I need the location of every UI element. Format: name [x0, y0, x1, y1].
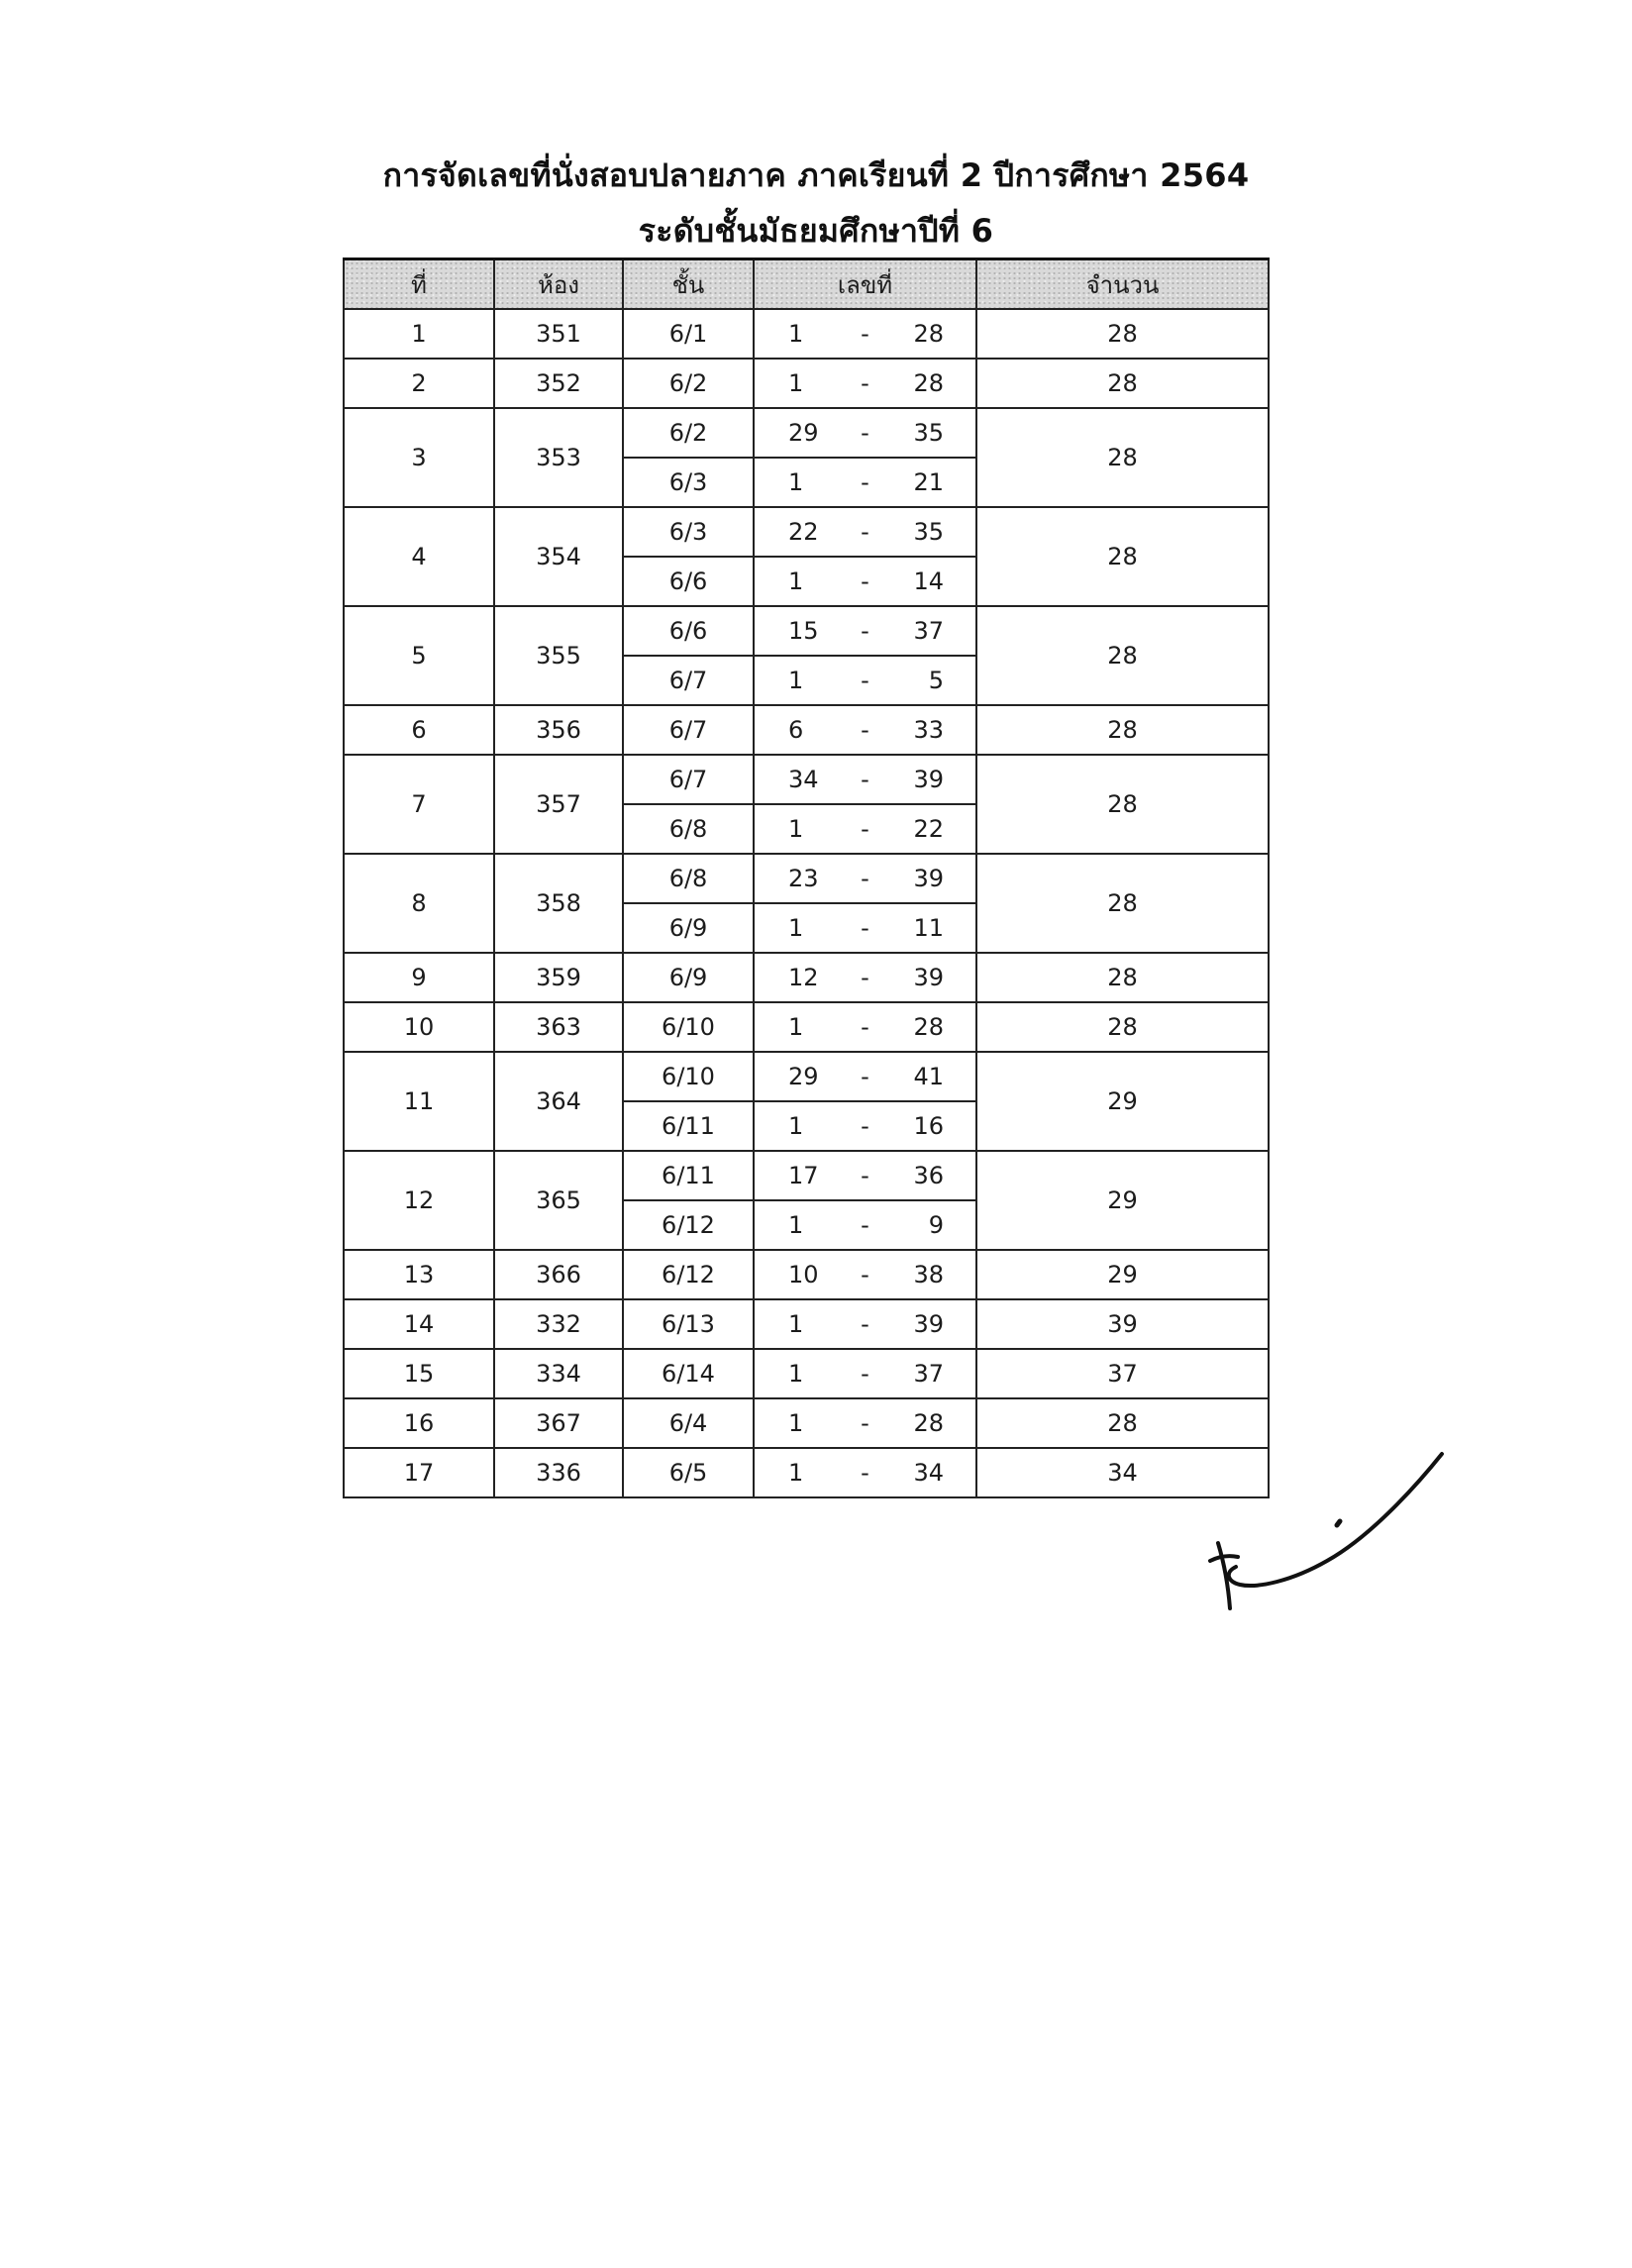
count-cell: 29	[976, 1151, 1269, 1250]
header-no: ที่	[344, 259, 494, 310]
seat-to: 28	[913, 320, 944, 348]
seat-to: 37	[913, 617, 944, 645]
seat-range	[755, 409, 975, 457]
seat-range-cell	[754, 1200, 976, 1250]
count-cell: 28	[976, 755, 1269, 854]
class-cell: 6/3	[623, 507, 754, 557]
seat-dash: -	[861, 964, 869, 991]
seat-range	[755, 1201, 975, 1249]
class-cell: 6/14	[623, 1349, 754, 1398]
class-cell: 6/3	[623, 458, 754, 507]
seat-from: 1	[788, 1409, 804, 1437]
seat-from: 1	[788, 468, 804, 496]
seating-table	[343, 258, 1270, 1498]
seat-to: 34	[913, 1459, 944, 1487]
seat-from: 12	[788, 964, 819, 991]
row-number-cell: 16	[344, 1398, 494, 1448]
count-cell: 28	[976, 705, 1269, 755]
row-number-cell: 12	[344, 1151, 494, 1250]
seat-range-cell	[754, 507, 976, 557]
room-cell: 352	[494, 359, 623, 408]
seat-range	[755, 1300, 975, 1348]
header-seat-numbers: เลขที่	[754, 259, 976, 310]
row-number-cell: 11	[344, 1052, 494, 1151]
seat-to: 5	[928, 667, 944, 694]
seat-dash: -	[861, 1063, 869, 1090]
seat-to: 28	[913, 1013, 944, 1041]
class-cell: 6/10	[623, 1052, 754, 1101]
class-cell: 6/11	[623, 1101, 754, 1151]
seat-dash: -	[861, 369, 869, 397]
seat-range-cell	[754, 1052, 976, 1101]
class-cell: 6/5	[623, 1448, 754, 1497]
table-row	[344, 1299, 1269, 1349]
row-number-cell: 15	[344, 1349, 494, 1398]
seat-range-cell	[754, 1151, 976, 1200]
row-number-cell: 6	[344, 705, 494, 755]
room-cell: 357	[494, 755, 623, 854]
seat-range-cell	[754, 1002, 976, 1052]
seat-dash: -	[861, 1211, 869, 1239]
seat-range	[755, 607, 975, 655]
table-row	[344, 1448, 1269, 1497]
table-header-row	[344, 259, 1269, 310]
seat-from: 1	[788, 815, 804, 843]
seat-range	[755, 805, 975, 853]
seat-range	[755, 904, 975, 952]
seat-from: 1	[788, 667, 804, 694]
room-cell: 359	[494, 953, 623, 1002]
room-cell: 354	[494, 507, 623, 606]
room-cell: 365	[494, 1151, 623, 1250]
seat-to: 14	[913, 567, 944, 595]
seat-dash: -	[861, 1459, 869, 1487]
seat-to: 28	[913, 1409, 944, 1437]
class-cell: 6/8	[623, 804, 754, 854]
seat-range-cell	[754, 408, 976, 458]
table-row	[344, 854, 1269, 903]
seat-dash: -	[861, 419, 869, 447]
seat-from: 1	[788, 1112, 804, 1140]
room-cell: 364	[494, 1052, 623, 1151]
seat-range	[755, 1152, 975, 1199]
table-row	[344, 1398, 1269, 1448]
seat-to: 35	[913, 518, 944, 546]
header-class: ชั้น	[623, 259, 754, 310]
seat-dash: -	[861, 567, 869, 595]
seat-range-cell	[754, 656, 976, 705]
seat-dash: -	[861, 617, 869, 645]
seat-from: 10	[788, 1261, 819, 1289]
seat-from: 1	[788, 1310, 804, 1338]
seat-dash: -	[861, 1409, 869, 1437]
count-cell: 28	[976, 309, 1269, 359]
seat-dash: -	[861, 865, 869, 892]
seat-dash: -	[861, 914, 869, 942]
row-number-cell: 5	[344, 606, 494, 705]
room-cell: 355	[494, 606, 623, 705]
count-cell: 28	[976, 1002, 1269, 1052]
seat-to: 35	[913, 419, 944, 447]
header-count: จำนวน	[976, 259, 1269, 310]
seat-to: 37	[913, 1360, 944, 1388]
seat-dash: -	[861, 1310, 869, 1338]
seat-to: 16	[913, 1112, 944, 1140]
seat-range-cell	[754, 755, 976, 804]
room-cell: 351	[494, 309, 623, 359]
class-cell: 6/4	[623, 1398, 754, 1448]
seat-from: 22	[788, 518, 819, 546]
seat-range-cell	[754, 903, 976, 953]
seat-dash: -	[861, 667, 869, 694]
row-number-cell: 3	[344, 408, 494, 507]
seat-range-cell	[754, 1398, 976, 1448]
row-number-cell: 8	[344, 854, 494, 953]
row-number-cell: 4	[344, 507, 494, 606]
seat-from: 1	[788, 567, 804, 595]
row-number-cell: 1	[344, 309, 494, 359]
class-cell: 6/9	[623, 903, 754, 953]
seat-dash: -	[861, 1360, 869, 1388]
class-cell: 6/2	[623, 359, 754, 408]
table-row	[344, 953, 1269, 1002]
seat-range	[755, 459, 975, 506]
table-row	[344, 705, 1269, 755]
room-cell: 358	[494, 854, 623, 953]
class-cell: 6/9	[623, 953, 754, 1002]
table-row	[344, 1250, 1269, 1299]
count-cell: 39	[976, 1299, 1269, 1349]
seat-range	[755, 1053, 975, 1100]
count-cell: 28	[976, 507, 1269, 606]
seat-from: 23	[788, 865, 819, 892]
seat-from: 1	[788, 320, 804, 348]
seat-to: 36	[913, 1162, 944, 1189]
room-cell: 366	[494, 1250, 623, 1299]
count-cell: 28	[976, 1398, 1269, 1448]
seat-range	[755, 1449, 975, 1496]
seat-from: 29	[788, 419, 819, 447]
seat-range-cell	[754, 705, 976, 755]
class-cell: 6/13	[623, 1299, 754, 1349]
seat-range	[755, 954, 975, 1001]
seat-dash: -	[861, 766, 869, 793]
room-cell: 356	[494, 705, 623, 755]
seat-dash: -	[861, 320, 869, 348]
table-row	[344, 1151, 1269, 1200]
seat-from: 1	[788, 1013, 804, 1041]
seat-dash: -	[861, 716, 869, 744]
table-row	[344, 1052, 1269, 1101]
room-cell: 353	[494, 408, 623, 507]
count-cell: 28	[976, 359, 1269, 408]
seat-range-cell	[754, 1101, 976, 1151]
seat-range	[755, 1350, 975, 1397]
table-body	[344, 309, 1269, 1497]
document-subtitle: ระดับชั้นมัธยมศึกษาปีที่ 6	[638, 212, 994, 250]
count-cell: 29	[976, 1052, 1269, 1151]
seat-from: 17	[788, 1162, 819, 1189]
count-cell: 28	[976, 854, 1269, 953]
seat-range-cell	[754, 804, 976, 854]
seat-to: 38	[913, 1261, 944, 1289]
room-cell: 363	[494, 1002, 623, 1052]
class-cell: 6/6	[623, 557, 754, 606]
seat-dash: -	[861, 468, 869, 496]
seat-range	[755, 706, 975, 754]
table-row	[344, 408, 1269, 458]
seat-to: 9	[928, 1211, 944, 1239]
row-number-cell: 7	[344, 755, 494, 854]
count-cell: 37	[976, 1349, 1269, 1398]
class-cell: 6/7	[623, 656, 754, 705]
seat-range	[755, 310, 975, 358]
seat-from: 1	[788, 369, 804, 397]
seat-range	[755, 1399, 975, 1447]
class-cell: 6/12	[623, 1250, 754, 1299]
seat-to: 21	[913, 468, 944, 496]
seat-from: 6	[788, 716, 804, 744]
seat-dash: -	[861, 1162, 869, 1189]
seat-range	[755, 657, 975, 704]
seat-dash: -	[861, 1261, 869, 1289]
row-number-cell: 17	[344, 1448, 494, 1497]
seat-from: 1	[788, 1360, 804, 1388]
seat-range-cell	[754, 309, 976, 359]
count-cell: 34	[976, 1448, 1269, 1497]
seat-to: 33	[913, 716, 944, 744]
seat-to: 22	[913, 815, 944, 843]
seat-range-cell	[754, 854, 976, 903]
row-number-cell: 9	[344, 953, 494, 1002]
header-room: ห้อง	[494, 259, 623, 310]
seat-dash: -	[861, 518, 869, 546]
seat-range	[755, 756, 975, 803]
seat-range	[755, 1251, 975, 1298]
class-cell: 6/8	[623, 854, 754, 903]
seat-to: 39	[913, 1310, 944, 1338]
seat-to: 39	[913, 766, 944, 793]
seat-range-cell	[754, 1448, 976, 1497]
class-cell: 6/12	[623, 1200, 754, 1250]
handwritten-signature-icon	[1188, 1434, 1456, 1622]
class-cell: 6/6	[623, 606, 754, 656]
room-cell: 367	[494, 1398, 623, 1448]
class-cell: 6/7	[623, 705, 754, 755]
seat-range-cell	[754, 359, 976, 408]
room-cell: 334	[494, 1349, 623, 1398]
seat-range-cell	[754, 606, 976, 656]
seat-range-cell	[754, 458, 976, 507]
seat-to: 28	[913, 369, 944, 397]
seat-dash: -	[861, 1013, 869, 1041]
seat-range	[755, 855, 975, 902]
seat-from: 15	[788, 617, 819, 645]
count-cell: 29	[976, 1250, 1269, 1299]
seat-from: 1	[788, 914, 804, 942]
room-cell: 336	[494, 1448, 623, 1497]
count-cell: 28	[976, 953, 1269, 1002]
row-number-cell: 2	[344, 359, 494, 408]
seat-range	[755, 360, 975, 407]
seat-to: 41	[913, 1063, 944, 1090]
class-cell: 6/10	[623, 1002, 754, 1052]
class-cell: 6/2	[623, 408, 754, 458]
row-number-cell: 14	[344, 1299, 494, 1349]
table-row	[344, 359, 1269, 408]
class-cell: 6/11	[623, 1151, 754, 1200]
table-row	[344, 755, 1269, 804]
seat-from: 29	[788, 1063, 819, 1090]
count-cell: 28	[976, 408, 1269, 507]
seat-to: 39	[913, 865, 944, 892]
seat-range-cell	[754, 1299, 976, 1349]
table-row	[344, 309, 1269, 359]
seat-range-cell	[754, 953, 976, 1002]
seat-from: 1	[788, 1211, 804, 1239]
seat-range	[755, 1102, 975, 1150]
seat-range	[755, 558, 975, 605]
seat-to: 39	[913, 964, 944, 991]
row-number-cell: 13	[344, 1250, 494, 1299]
seat-from: 34	[788, 766, 819, 793]
table-row	[344, 606, 1269, 656]
count-cell: 28	[976, 606, 1269, 705]
seat-range-cell	[754, 1349, 976, 1398]
seat-range	[755, 1003, 975, 1051]
seat-range	[755, 508, 975, 556]
table-row	[344, 1002, 1269, 1052]
table-row	[344, 1349, 1269, 1398]
seat-from: 1	[788, 1459, 804, 1487]
class-cell: 6/7	[623, 755, 754, 804]
seat-range-cell	[754, 1250, 976, 1299]
room-cell: 332	[494, 1299, 623, 1349]
seat-to: 11	[913, 914, 944, 942]
document-title: การจัดเลขที่นั่งสอบปลายภาค ภาคเรียนที่ 2 ปีการศึกษา 2564	[382, 156, 1250, 194]
class-cell: 6/1	[623, 309, 754, 359]
row-number-cell: 10	[344, 1002, 494, 1052]
table-row	[344, 507, 1269, 557]
seat-dash: -	[861, 1112, 869, 1140]
seat-dash: -	[861, 815, 869, 843]
seat-range-cell	[754, 557, 976, 606]
